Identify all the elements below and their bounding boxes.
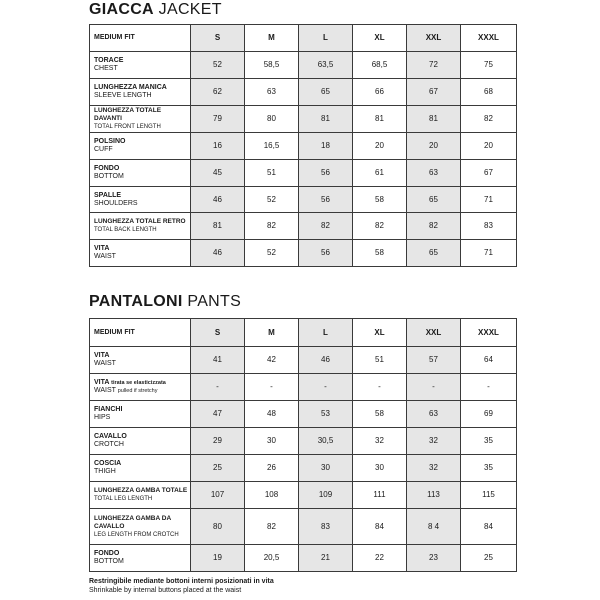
measurement-name-english xyxy=(94,441,190,449)
measurement-name-italian xyxy=(94,550,190,558)
english-text: LEG LENGTH FROM CROTCH xyxy=(94,531,179,538)
table-row xyxy=(90,509,517,545)
measurement-value: 30 xyxy=(245,428,299,455)
measurement-value: - xyxy=(353,374,407,401)
italian-text: POLSINO xyxy=(94,138,126,145)
english-subtext: pulled if stretchy xyxy=(117,388,158,394)
measurement-value: 84 xyxy=(353,509,407,545)
measurement-value: 65 xyxy=(407,240,461,267)
jacket-size-table xyxy=(89,24,517,267)
measurement-value: 107 xyxy=(191,482,245,509)
measurement-value: 51 xyxy=(245,160,299,187)
measurement-value: 58 xyxy=(353,240,407,267)
measurement-name-italian xyxy=(94,487,190,495)
table-row xyxy=(90,482,517,509)
english-text: WAIST xyxy=(94,360,116,367)
measurement-name-english xyxy=(94,65,190,73)
measurement-value: 45 xyxy=(191,160,245,187)
measurement-value: 46 xyxy=(299,347,353,374)
measurement-name-italian xyxy=(94,406,190,414)
measurement-value: 81 xyxy=(191,213,245,240)
measurement-value: 20 xyxy=(461,133,517,160)
measurement-value: 25 xyxy=(461,545,517,572)
measurement-value: 111 xyxy=(353,482,407,509)
measurement-name-italian xyxy=(94,107,190,123)
measurement-value: 81 xyxy=(353,106,407,133)
pants-title-italian: PANTALONI xyxy=(89,293,183,310)
measurement-value: 71 xyxy=(461,187,517,213)
italian-text: LUNGHEZZA GAMBA TOTALE xyxy=(94,487,188,494)
measurement-value: 21 xyxy=(299,545,353,572)
measurement-value: 32 xyxy=(407,428,461,455)
measurement-value: 46 xyxy=(191,187,245,213)
table-row xyxy=(90,401,517,428)
size-header: L xyxy=(299,319,353,347)
measurement-value: 63,5 xyxy=(299,52,353,79)
table-row xyxy=(90,79,517,106)
english-text: WAIST xyxy=(94,387,116,394)
italian-text: FIANCHI xyxy=(94,406,123,413)
measurement-name-italian xyxy=(94,379,190,387)
measurement-value: 32 xyxy=(353,428,407,455)
measurement-value: 16,5 xyxy=(245,133,299,160)
measurement-value: 26 xyxy=(245,455,299,482)
italian-text: LUNGHEZZA MANICA xyxy=(94,84,167,91)
measurement-value: 56 xyxy=(299,160,353,187)
measurement-value: - xyxy=(245,374,299,401)
table-row xyxy=(90,240,517,267)
jacket-title-english: JACKET xyxy=(158,1,222,18)
footnote-english: Shrinkable by internal buttons placed at the waist xyxy=(89,587,242,594)
measurement-name-italian xyxy=(94,84,190,92)
english-text: CUFF xyxy=(94,146,113,153)
measurement-value: 48 xyxy=(245,401,299,428)
measurement-label xyxy=(90,52,191,79)
italian-text: LUNGHEZZA TOTALE RETRO xyxy=(94,218,186,225)
measurement-name-italian xyxy=(94,165,190,173)
measurement-value: 67 xyxy=(407,79,461,106)
size-header: XXL xyxy=(407,25,461,52)
table-row xyxy=(90,133,517,160)
measurement-value: 58 xyxy=(353,401,407,428)
size-header: XXXL xyxy=(461,319,517,347)
measurement-value: 42 xyxy=(245,347,299,374)
measurement-value: 56 xyxy=(299,240,353,267)
measurement-value: 19 xyxy=(191,545,245,572)
measurement-name-english xyxy=(94,200,190,208)
measurement-name-english xyxy=(94,173,190,181)
italian-text: VITA xyxy=(94,379,110,386)
measurement-value: 66 xyxy=(353,79,407,106)
measurement-label xyxy=(90,106,191,133)
measurement-value: 18 xyxy=(299,133,353,160)
measurement-value: 30,5 xyxy=(299,428,353,455)
measurement-value: 63 xyxy=(407,401,461,428)
footnote-italian: Restringibile mediante bottoni interni posizionati in vita xyxy=(89,578,274,585)
measurement-name-english xyxy=(94,468,190,476)
english-text: BOTTOM xyxy=(94,558,124,565)
measurement-label xyxy=(90,374,191,401)
measurement-value: - xyxy=(461,374,517,401)
measurement-name-italian xyxy=(94,218,190,226)
measurement-name-english xyxy=(94,558,190,566)
english-text: TOTAL FRONT LENGTH xyxy=(94,124,161,130)
table-row xyxy=(90,455,517,482)
measurement-name-italian xyxy=(94,515,190,531)
measurement-value: 113 xyxy=(407,482,461,509)
measurement-value: 23 xyxy=(407,545,461,572)
measurement-value: 16 xyxy=(191,133,245,160)
fit-label: MEDIUM FIT xyxy=(90,25,191,52)
measurement-value: 20 xyxy=(353,133,407,160)
size-header: M xyxy=(245,319,299,347)
measurement-name-english xyxy=(94,253,190,261)
measurement-value: 57 xyxy=(407,347,461,374)
measurement-label xyxy=(90,347,191,374)
measurement-name-italian xyxy=(94,433,190,441)
measurement-name-italian xyxy=(94,192,190,200)
measurement-value: - xyxy=(407,374,461,401)
english-text: HIPS xyxy=(94,414,111,421)
size-header: XXL xyxy=(407,319,461,347)
italian-text: FONDO xyxy=(94,550,120,557)
measurement-value: 35 xyxy=(461,455,517,482)
measurement-value: 115 xyxy=(461,482,517,509)
italian-text: LUNGHEZZA GAMBA DA CAVALLO xyxy=(94,514,171,530)
measurement-name-italian xyxy=(94,245,190,253)
measurement-value: 25 xyxy=(191,455,245,482)
measurement-value: - xyxy=(191,374,245,401)
measurement-value: 52 xyxy=(191,52,245,79)
table-row xyxy=(90,213,517,240)
english-text: BOTTOM xyxy=(94,173,124,180)
measurement-value: 67 xyxy=(461,160,517,187)
measurement-name-italian xyxy=(94,460,190,468)
measurement-value: 32 xyxy=(407,455,461,482)
header-row xyxy=(90,25,517,52)
table-row xyxy=(90,106,517,133)
table-row xyxy=(90,52,517,79)
pants-size-table xyxy=(89,318,517,572)
table-row xyxy=(90,347,517,374)
english-text: WAIST xyxy=(94,253,116,260)
measurement-value: 65 xyxy=(299,79,353,106)
measurement-value: 62 xyxy=(191,79,245,106)
measurement-value: 61 xyxy=(353,160,407,187)
measurement-value: 64 xyxy=(461,347,517,374)
measurement-value: 65 xyxy=(407,187,461,213)
measurement-value: 35 xyxy=(461,428,517,455)
size-header: S xyxy=(191,25,245,52)
measurement-label xyxy=(90,240,191,267)
italian-text: TORACE xyxy=(94,57,124,64)
italian-text: CAVALLO xyxy=(94,433,127,440)
measurement-value: 79 xyxy=(191,106,245,133)
measurement-value: 56 xyxy=(299,187,353,213)
measurement-value: 53 xyxy=(299,401,353,428)
measurement-value: 82 xyxy=(245,213,299,240)
measurement-name-english xyxy=(94,360,190,368)
measurement-name-english xyxy=(94,531,190,539)
italian-text: LUNGHEZZA TOTALE DAVANTI xyxy=(94,107,162,122)
measurement-value: 72 xyxy=(407,52,461,79)
italian-text: VITA xyxy=(94,245,110,252)
english-text: CHEST xyxy=(94,65,118,72)
measurement-value: 82 xyxy=(461,106,517,133)
measurement-value: 30 xyxy=(299,455,353,482)
measurement-value: 41 xyxy=(191,347,245,374)
measurement-value: 58 xyxy=(353,187,407,213)
measurement-label xyxy=(90,213,191,240)
english-text: THIGH xyxy=(94,468,116,475)
measurement-value: 69 xyxy=(461,401,517,428)
measurement-name-english xyxy=(94,92,190,100)
measurement-value: 68 xyxy=(461,79,517,106)
english-text: CROTCH xyxy=(94,441,124,448)
measurement-label xyxy=(90,545,191,572)
table-row xyxy=(90,374,517,401)
measurement-name-italian xyxy=(94,138,190,146)
measurement-label xyxy=(90,160,191,187)
measurement-label xyxy=(90,187,191,213)
measurement-value: 81 xyxy=(299,106,353,133)
italian-subtext: tirata se elasticizzata xyxy=(111,380,166,386)
measurement-value: 46 xyxy=(191,240,245,267)
italian-text: VITA xyxy=(94,352,110,359)
measurement-label xyxy=(90,79,191,106)
footnote xyxy=(89,577,274,595)
measurement-name-english xyxy=(94,226,190,234)
measurement-name-english xyxy=(94,123,190,131)
measurement-name-english xyxy=(94,146,190,154)
jacket-title xyxy=(89,1,222,19)
measurement-value: 58,5 xyxy=(245,52,299,79)
measurement-label xyxy=(90,401,191,428)
header-row xyxy=(90,319,517,347)
english-text: TOTAL BACK LENGTH xyxy=(94,227,157,233)
measurement-value: 68,5 xyxy=(353,52,407,79)
table-row xyxy=(90,160,517,187)
measurement-value: 63 xyxy=(245,79,299,106)
measurement-label xyxy=(90,133,191,160)
italian-text: SPALLE xyxy=(94,191,122,199)
measurement-value: 109 xyxy=(299,482,353,509)
measurement-value: 47 xyxy=(191,401,245,428)
measurement-value: 29 xyxy=(191,428,245,455)
english-text: SLEEVE LENGTH xyxy=(94,92,152,99)
size-header: XL xyxy=(353,25,407,52)
size-header: L xyxy=(299,25,353,52)
italian-text: COSCIA xyxy=(94,460,122,467)
measurement-value: - xyxy=(299,374,353,401)
size-header: XL xyxy=(353,319,407,347)
measurement-value: 80 xyxy=(245,106,299,133)
measurement-name-italian xyxy=(94,57,190,65)
table-row xyxy=(90,187,517,213)
measurement-value: 51 xyxy=(353,347,407,374)
measurement-value: 81 xyxy=(407,106,461,133)
measurement-value: 63 xyxy=(407,160,461,187)
english-text: TOTAL LEG LENGTH xyxy=(94,496,153,502)
table-row xyxy=(90,428,517,455)
measurement-value: 20 xyxy=(407,133,461,160)
measurement-value: 20,5 xyxy=(245,545,299,572)
measurement-value: 83 xyxy=(299,509,353,545)
measurement-value: 84 xyxy=(461,509,517,545)
measurement-value: 82 xyxy=(407,213,461,240)
pants-title-english: PANTS xyxy=(187,293,242,310)
table-row xyxy=(90,545,517,572)
jacket-title-italian: GIACCA xyxy=(89,1,154,18)
fit-label: MEDIUM FIT xyxy=(90,319,191,347)
measurement-value: 82 xyxy=(245,509,299,545)
measurement-label xyxy=(90,482,191,509)
measurement-value: 52 xyxy=(245,187,299,213)
measurement-label xyxy=(90,455,191,482)
size-header: S xyxy=(191,319,245,347)
measurement-value: 22 xyxy=(353,545,407,572)
size-header: XXXL xyxy=(461,25,517,52)
measurement-value: 71 xyxy=(461,240,517,267)
measurement-value: 75 xyxy=(461,52,517,79)
measurement-name-italian xyxy=(94,352,190,360)
english-text: SHOULDERS xyxy=(94,199,138,207)
measurement-value: 8 4 xyxy=(407,509,461,545)
size-header: M xyxy=(245,25,299,52)
measurement-value: 82 xyxy=(299,213,353,240)
measurement-name-english xyxy=(94,387,190,395)
measurement-value: 30 xyxy=(353,455,407,482)
measurement-name-english xyxy=(94,414,190,422)
measurement-value: 83 xyxy=(461,213,517,240)
measurement-name-english xyxy=(94,495,190,503)
measurement-value: 82 xyxy=(353,213,407,240)
italian-text: FONDO xyxy=(94,165,120,172)
measurement-value: 52 xyxy=(245,240,299,267)
measurement-label xyxy=(90,509,191,545)
measurement-value: 80 xyxy=(191,509,245,545)
measurement-label xyxy=(90,428,191,455)
pants-title xyxy=(89,293,241,311)
measurement-value: 108 xyxy=(245,482,299,509)
